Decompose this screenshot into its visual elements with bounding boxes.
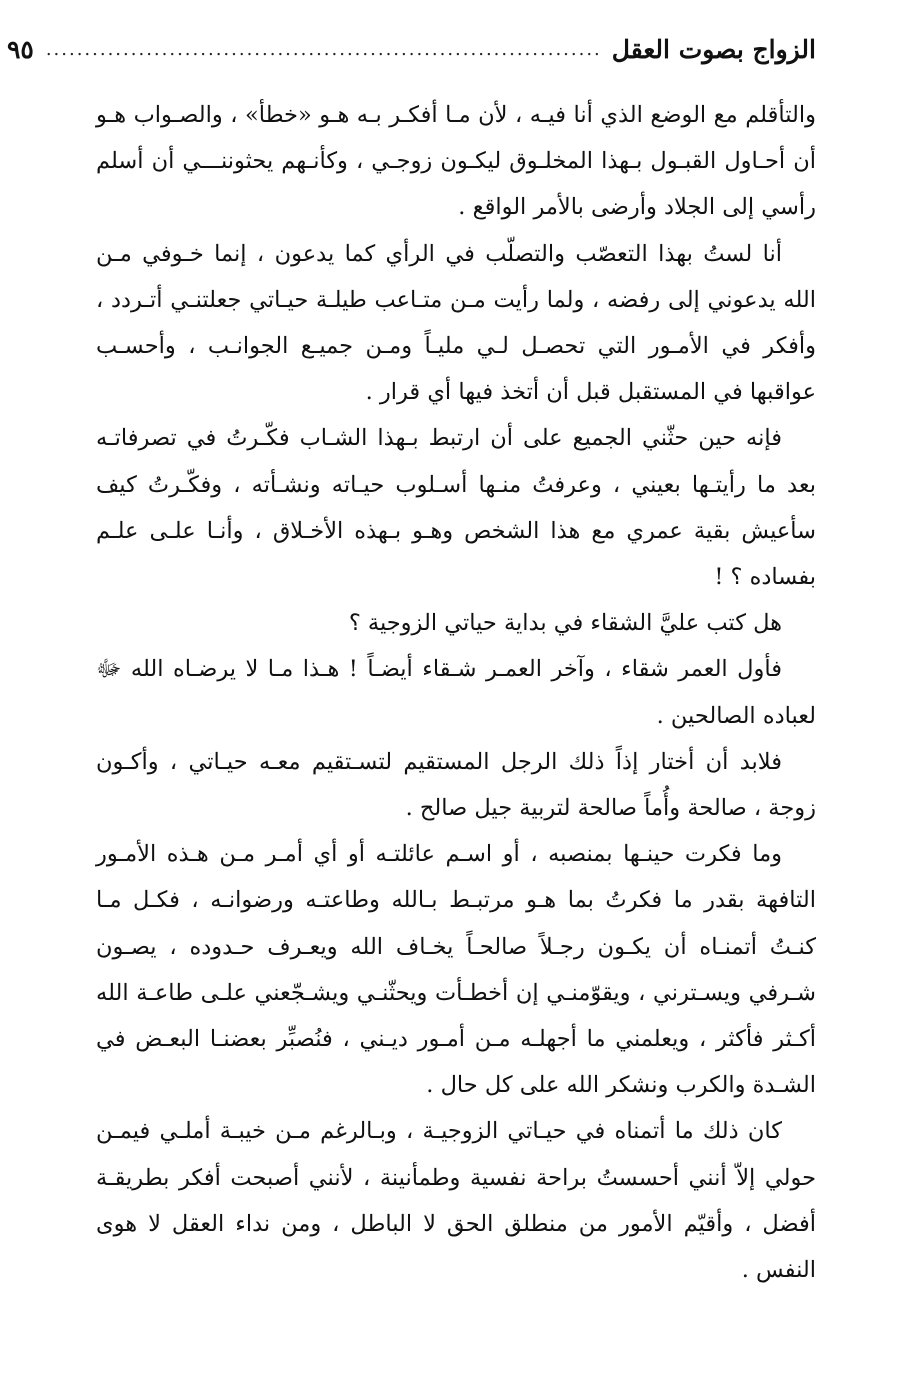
paragraph-4: هل كتب عليَّ الشقاء في بداية حياتي الزوجية ؟ [348,610,782,637]
leader-dots: ........................................................................ [45,39,602,60]
running-header [6,28,816,72]
paragraph-2: أنا لستُ بهذا التعصّب والتصلّب في الرأي كما يدعون ، إنما خـوفي مـن الله يدعوني إلى رفضه ، ولما رأيت مـن متـاعب طيلـة حيـاتي جعلتنـي أتـردد ، وأفكر في الأمـور التي تحصـل لـي مليـاً ومـن جميـع الجوانـب ، وأحسـب عواقبها في المستقبل قبل أن أتخذ فيها أي قرار . [96,240,816,406]
paragraph-3: فإنه حين حثّني الجميع على أن ارتبط بـهذا الشـاب فكّـرتُ في تصرفاتـه بعد ما رأيتـها بعيني ، وعرفتُ منـها أسـلوب حيـاته ونشـأته ، وفكّـرتُ كيف سأعيش بقية عمري مع هذا الشخص وهـو بـهذه الأخـلاق ، وأنـا علـى علـم بفساده ؟ ! [96,425,816,591]
paragraph-7: وما فكرت حينـها بمنصبه ، أو اسـم عائلتـه أو أي أمـر مـن هـذه الأمـور التافهة بقدر ما فكرتُ بما هـو مرتبـط بـالله وطاعتـه ورضوانـه ، فكـل مـا كنـتُ أتمنـاه أن يكـون رجـلاً صالحـاً يخـاف الله ويعـرف حـدوده ، يصـون شـرفي ويسـترني ، ويقوّمنـي إن أخطـأت ويحثّنـي ويشـجّعني علـى طاعـة الله أكـثر فأكثر ، ويعلمني ما أجهلـه مـن أمـور ديـني ، فنُصبِّر بعضنـا البعـض في الشـدة والكرب ونشكر الله على كل حال . [96,841,816,1099]
body-text [96,92,816,1293]
book-title: الزواج بصوت العقل [611,35,816,64]
paragraph-5: فأول العمر شقاء ، وآخر العمـر شـقاء أيضـاً ! هـذا مـا لا يرضـاه الله ﷻ لعباده الصالحين . [96,656,816,729]
paragraph-6: فلابد أن أختار إذاً ذلك الرجل المستقيم لتسـتقيم معـه حيـاتي ، وأكـون زوجة ، صالحة وأُماً صالحة لتربية جيل صالح . [96,748,816,822]
book-page [6,28,816,1373]
paragraph-8: كان ذلك ما أتمناه في حيـاتي الزوجيـة ، وبـالرغم مـن خيبـة أملـي فيمـن حولي إلاّ أنني أحسستُ براحة نفسية وطمأنينة ، لأنني أصبحت أفكر بطريقـة أفضل ، وأقيّم الأمور من منطلق الحق لا الباطل ، ومن نداء العقل لا هوى النفس . [96,1118,816,1284]
page-number: ٩٥ [6,35,34,64]
paragraph-1: والتأقلم مع الوضع الذي أنا فيـه ، لأن مـا أفكـر بـه هـو «خطأ» ، والصـواب هـو أن أحـاول القبـول بـهذا المخلـوق ليكـون زوجـي ، وكأنـهم يحثوننـــي أن أسلم رأسي إلى الجلاد وأرضى بالأمر الواقع . [96,102,816,221]
